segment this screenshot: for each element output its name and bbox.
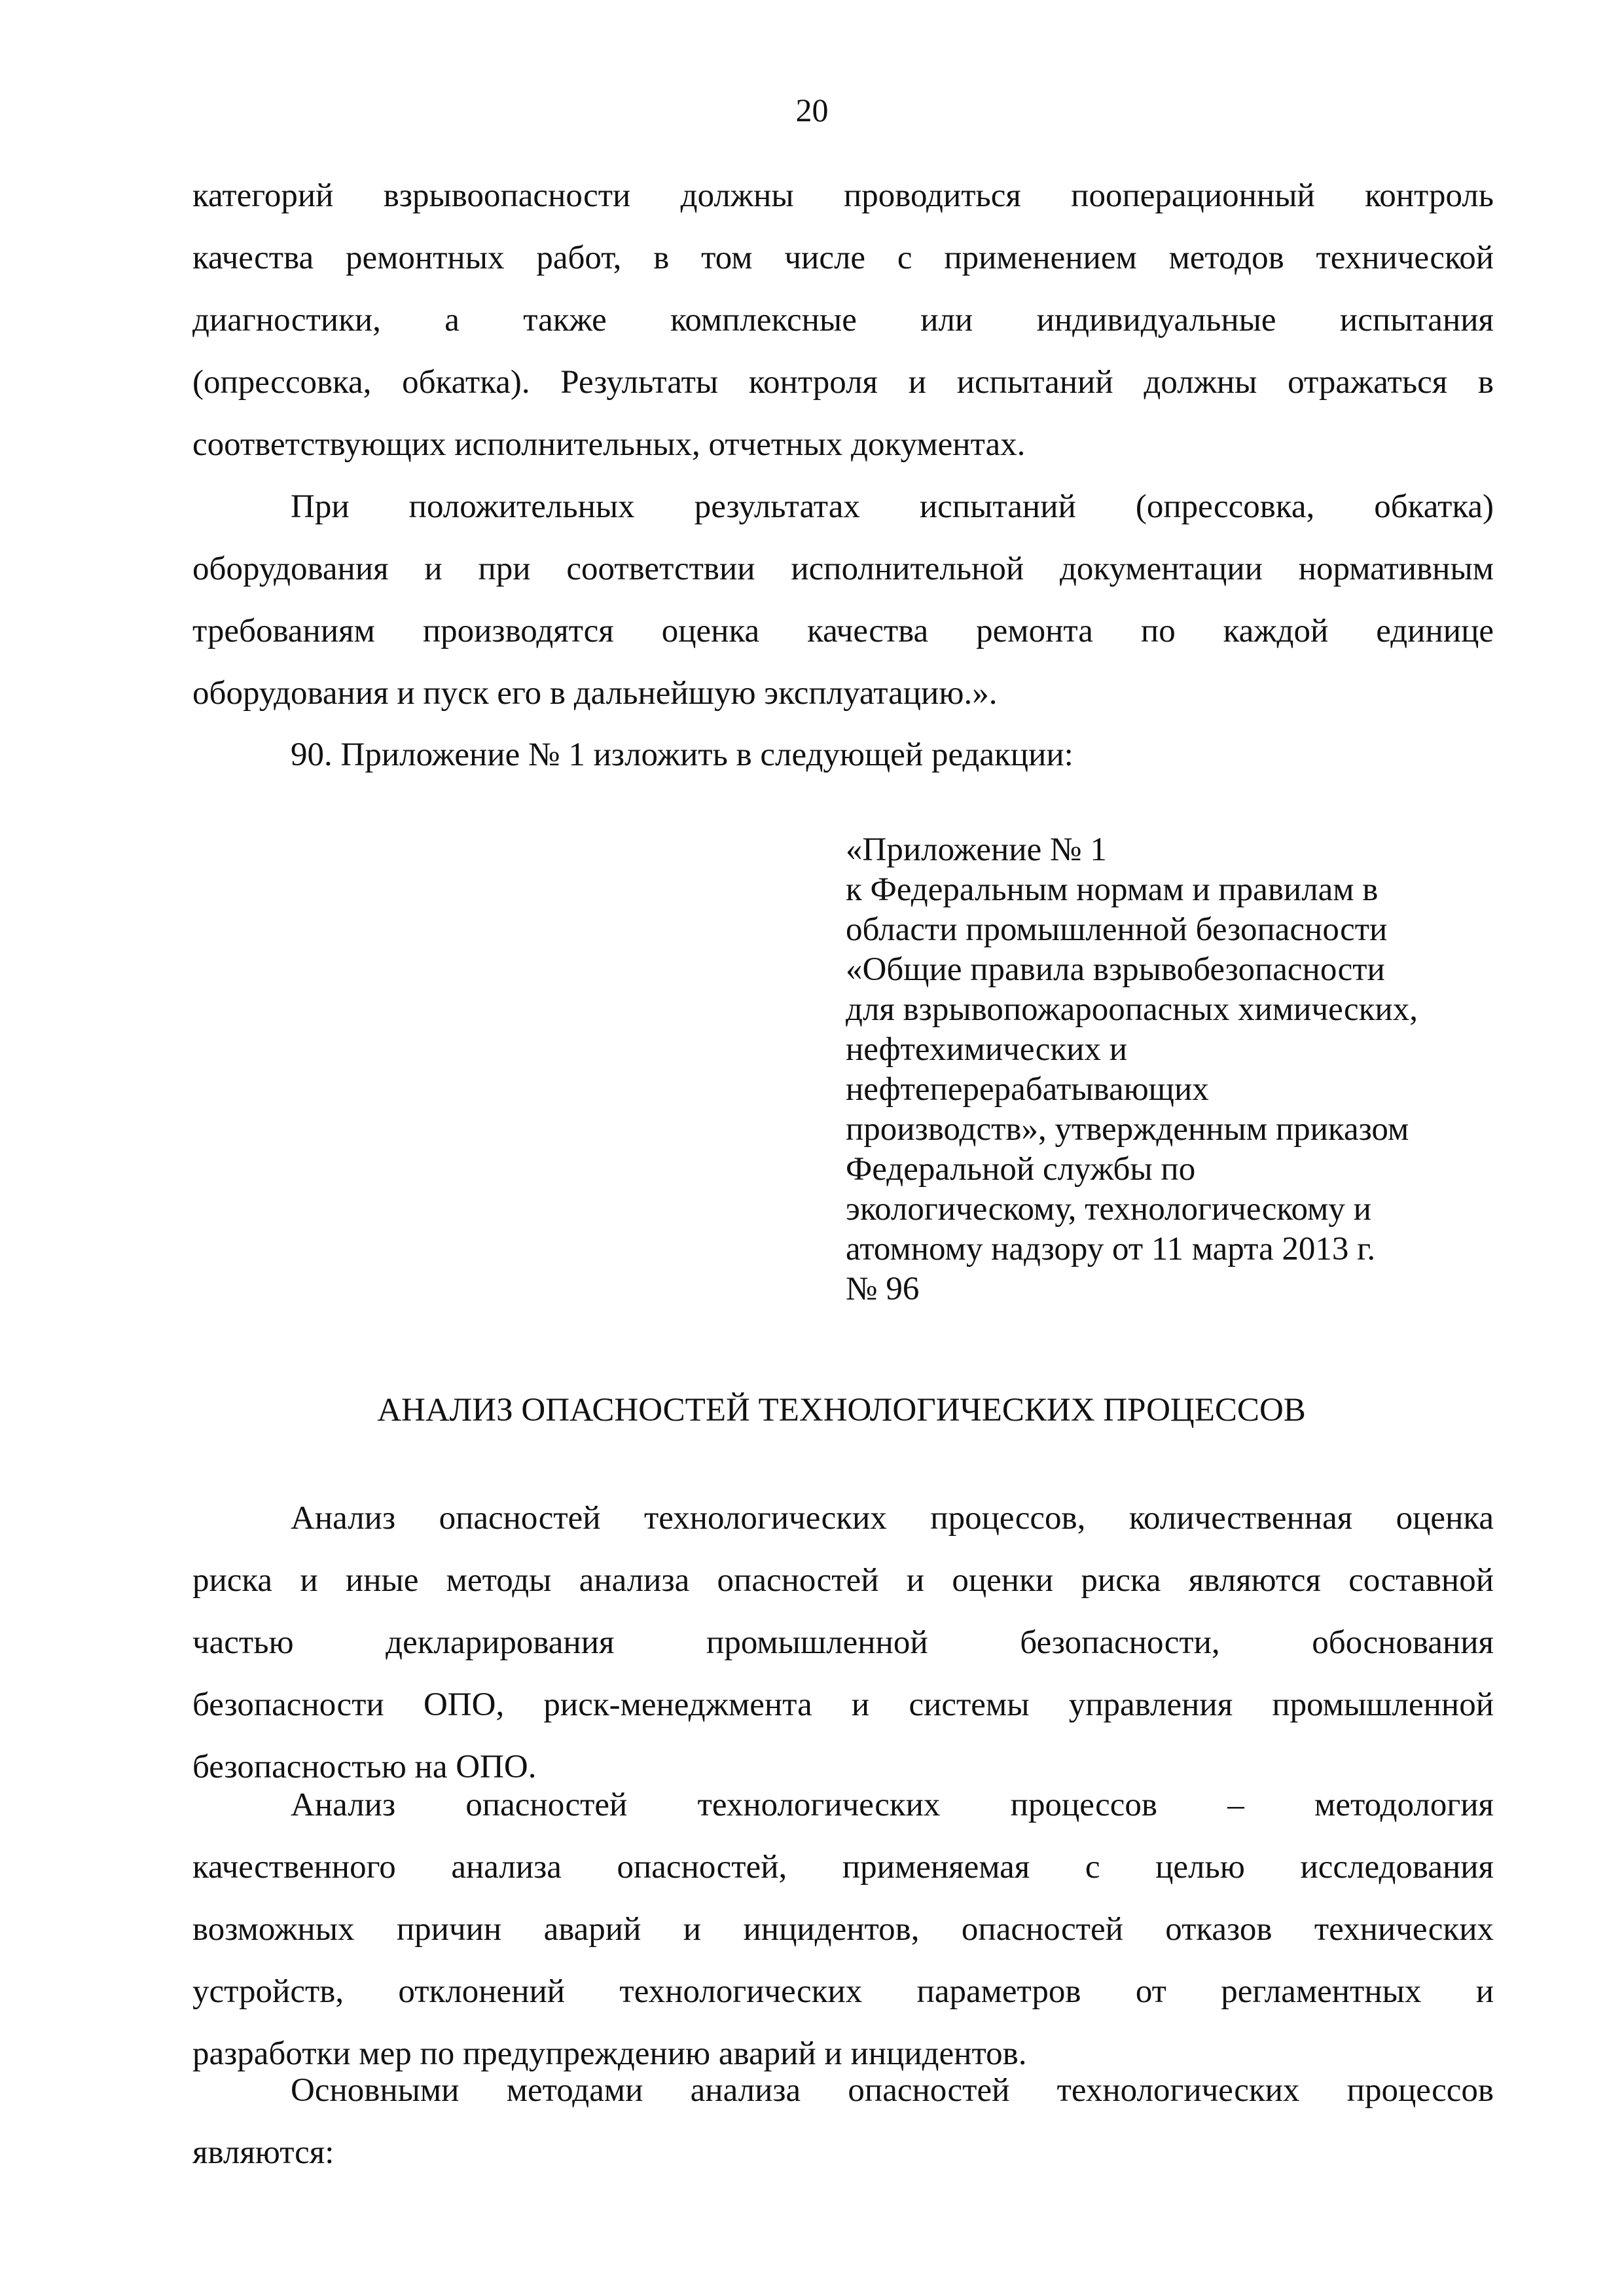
paragraph-main-methods (192, 2060, 1494, 2184)
paragraph-line: категорий взрывоопасности должны проводиться пооперационный контроль (192, 177, 1494, 214)
paragraph-line: При положительных результатах испытаний (опрессовка, обкатка) (291, 488, 1494, 525)
paragraph-line: диагностики, а также комплексные или индивидуальные испытания (192, 302, 1494, 338)
paragraph-line: Анализ опасностей технологических процессов – методология (291, 1787, 1494, 1823)
appendix-line: № 96 (846, 1271, 920, 1307)
paragraph-line: Анализ опасностей технологических процессов, количественная оценка (291, 1500, 1494, 1537)
paragraph-line: соответствующих исполнительных, отчетных документах. (192, 426, 1026, 463)
appendix-line: экологическому, технологическому и (846, 1191, 1371, 1228)
appendix-line: для взрывопожароопасных химических, (846, 991, 1418, 1028)
appendix-reference (846, 830, 1500, 1309)
paragraph-line: безопасности ОПО, риск-менеджмента и системы управления промышленной (192, 1686, 1494, 1723)
section-heading: АНАЛИЗ ОПАСНОСТЕЙ ТЕХНОЛОГИЧЕСКИХ ПРОЦЕССОВ (377, 1392, 1306, 1429)
paragraph-line: Основными методами анализа опасностей технологических процессов (291, 2072, 1494, 2109)
paragraph-line: оборудования и при соответствии исполнительной документации нормативным (192, 551, 1494, 587)
appendix-line: производств», утвержденным приказом (846, 1111, 1409, 1148)
appendix-line: нефтехимических и (846, 1031, 1128, 1068)
paragraph-item-90 (192, 724, 1494, 786)
paragraph-line: качества ремонтных работ, в том числе с применением методов технической (192, 240, 1494, 276)
paragraph-repair-control (192, 165, 1494, 476)
paragraph-line: (опрессовка, обкатка). Результаты контроля и испытаний должны отражаться в (192, 364, 1494, 401)
appendix-line: «Общие правила взрывобезопасности (846, 951, 1385, 988)
paragraph-line: являются: (192, 2134, 334, 2171)
paragraph-line: возможных причин аварий и инцидентов, опасностей отказов технических (192, 1911, 1494, 1948)
paragraph-hazard-analysis-intro (192, 1487, 1494, 1798)
paragraph-line: 90. Приложение № 1 изложить в следующей редакции: (291, 737, 1074, 773)
paragraph-hazard-analysis-definition (192, 1774, 1494, 2085)
paragraph-line: качественного анализа опасностей, применяемая с целью исследования (192, 1849, 1494, 1886)
appendix-line: «Приложение № 1 (846, 831, 1107, 868)
paragraph-line: устройств, отклонений технологических параметров от регламентных и (192, 1973, 1494, 2010)
paragraph-line: оборудования и пуск его в дальнейшую эксплуатацию.». (192, 675, 998, 712)
appendix-line: области промышленной безопасности (846, 911, 1388, 948)
paragraph-line: безопасностью на ОПО. (192, 1749, 537, 1785)
paragraph-line: частью декларирования промышленной безопасности, обоснования (192, 1624, 1494, 1661)
appendix-line: атомному надзору от 11 марта 2013 г. (846, 1231, 1376, 1267)
appendix-line: к Федеральным нормам и правилам в (846, 871, 1379, 908)
appendix-line: Федеральной службы по (846, 1151, 1196, 1188)
appendix-line: нефтеперерабатывающих (846, 1071, 1209, 1108)
paragraph-line: риска и иные методы анализа опасностей и оценки риска являются составной (192, 1562, 1494, 1599)
paragraph-test-results (192, 476, 1494, 725)
paragraph-line: требованиям производятся оценка качества ремонта по каждой единице (192, 613, 1494, 649)
paragraph-line: разработки мер по предупреждению аварий и инцидентов. (192, 2035, 1027, 2072)
page-number: 20 (795, 92, 829, 128)
